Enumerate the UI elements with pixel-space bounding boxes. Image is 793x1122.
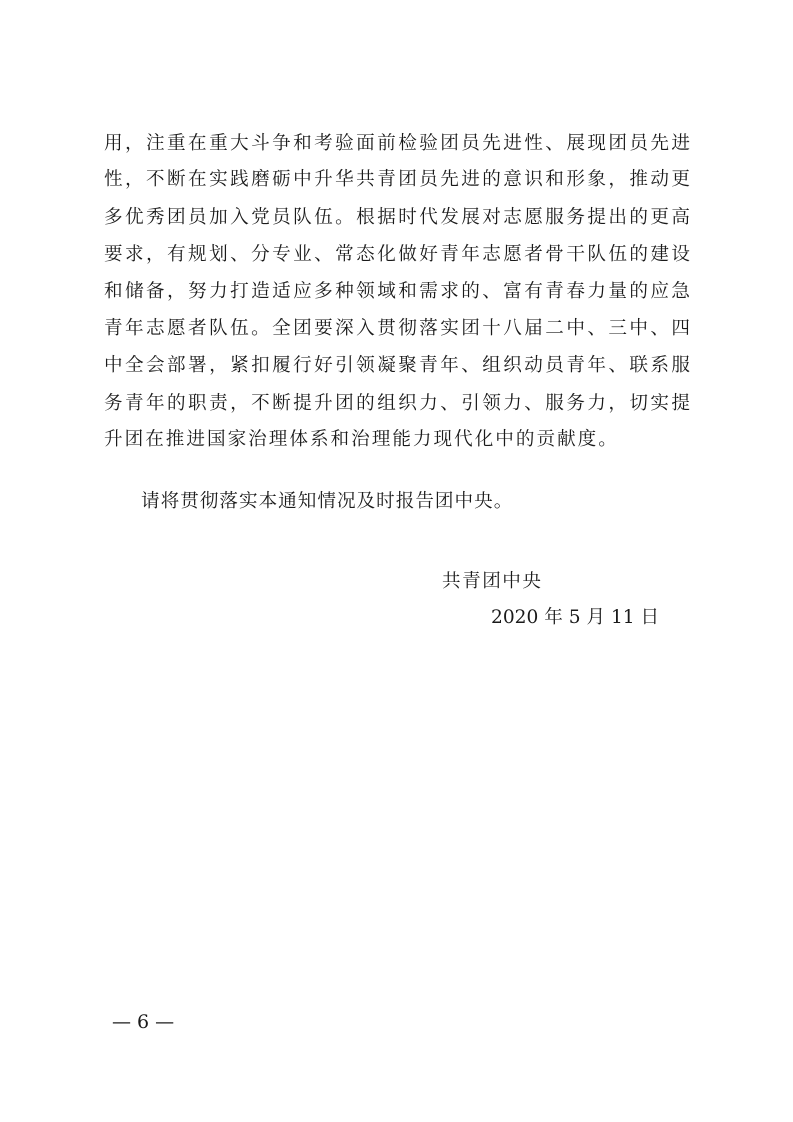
body-line-4: 要求，有规划、分专业、常态化做好青年志愿者骨干队伍的建设 (104, 244, 690, 265)
body-line-6: 青年志愿者队伍。全团要深入贯彻落实团十八届二中、三中、四 (104, 318, 690, 339)
body-line-3: 多优秀团员加入党员队伍。根据时代发展对志愿服务提出的更高 (104, 207, 690, 228)
closing-request: 请将贯彻落实本通知情况及时报告团中央。 (141, 491, 514, 512)
body-line-5: 和储备，努力打造适应多种领域和需求的、富有青春力量的应急 (104, 281, 690, 302)
body-line-9: 升团在推进国家治理体系和治理能力现代化中的贡献度。 (104, 429, 619, 450)
page-number: — 6 — (112, 1011, 175, 1033)
body-line-1: 用，注重在重大斗争和考验面前检验团员先进性、展现团员先进 (104, 133, 690, 154)
signature-date: 2020 年 5 月 11 日 (491, 607, 660, 628)
body-line-7: 中全会部署，紧扣履行好引领凝聚青年、组织动员青年、联系服 (104, 355, 690, 376)
body-line-8: 务青年的职责，不断提升团的组织力、引领力、服务力，切实提 (104, 393, 690, 414)
body-line-2: 性，不断在实践磨砺中升华共青团员先进的意识和形象，推动更 (104, 169, 690, 190)
signature-organization: 共青团中央 (442, 571, 543, 592)
